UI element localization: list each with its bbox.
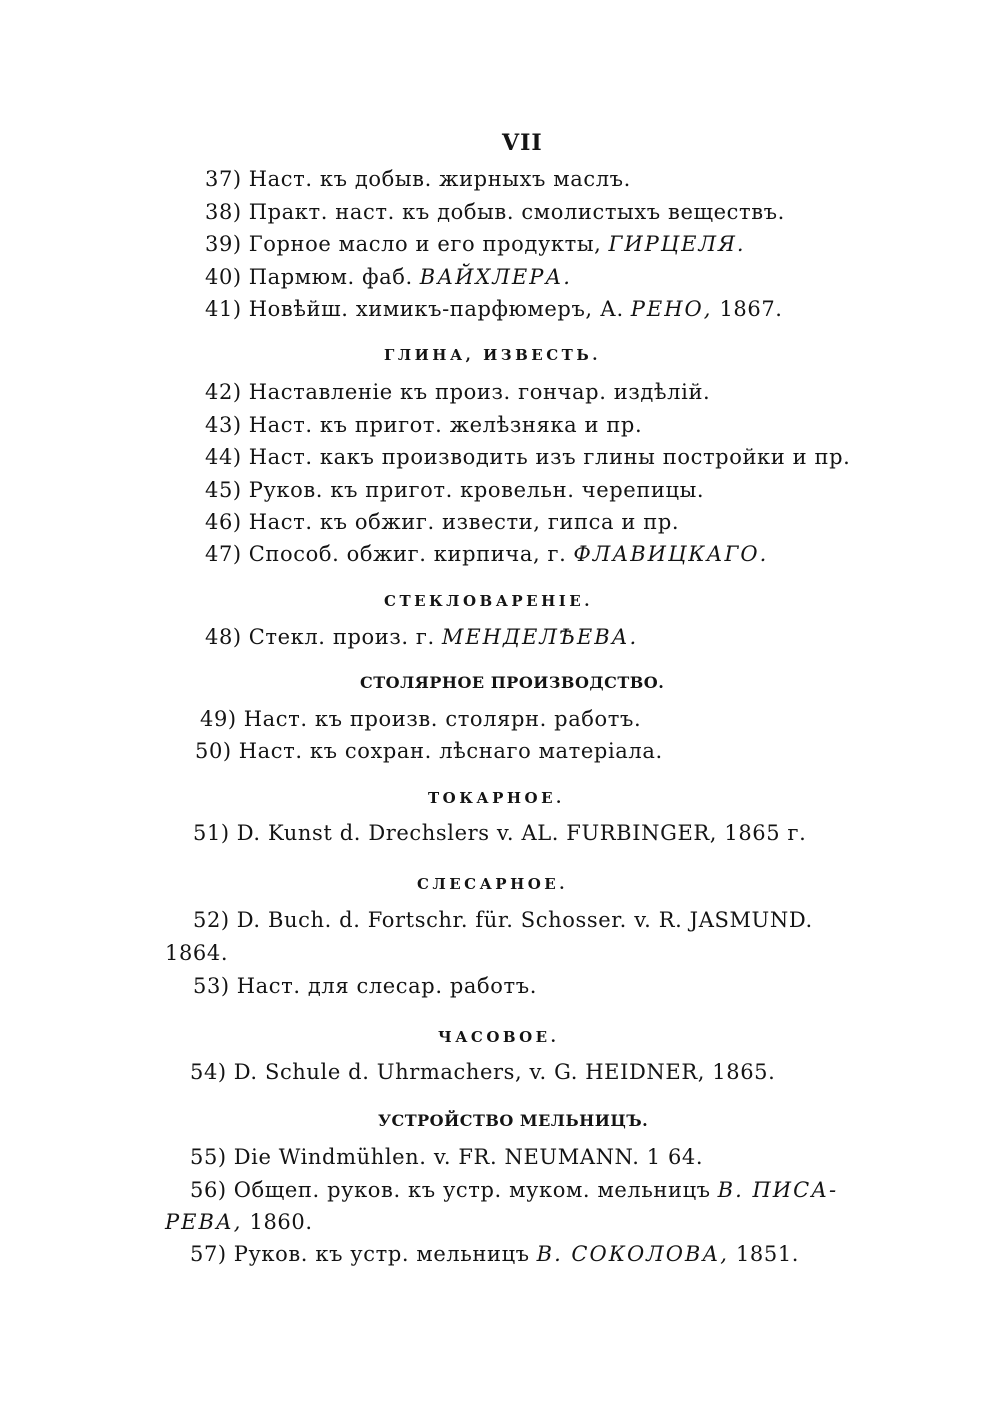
entry-50	[195, 738, 663, 764]
entry-44	[205, 444, 850, 470]
entry-number: 37)	[205, 167, 242, 191]
entry-number: 52)	[193, 908, 230, 932]
entry-text: Практ. наст. къ добыв. смолистыхъ веществъ.	[248, 200, 785, 224]
entry-52-continuation: 1864.	[165, 941, 229, 965]
entry-39	[205, 231, 746, 257]
entry-number: 48)	[205, 625, 242, 649]
entry-number: 43)	[205, 413, 242, 437]
entry-56	[190, 1177, 838, 1203]
entry-number: 42)	[205, 380, 242, 404]
entry-number: 51)	[193, 821, 230, 845]
entry-text: Наст. къ пригот. желѣзняка и пр.	[248, 413, 643, 437]
entry-author: ГИРЦЕЛЯ.	[608, 232, 746, 256]
entry-text: Руков. къ пригот. кровельн. черепицы.	[248, 478, 705, 502]
entry-number: 54)	[190, 1060, 227, 1084]
entry-year: 1867.	[719, 297, 783, 321]
entry-number: 41)	[205, 297, 242, 321]
entry-55	[190, 1144, 703, 1170]
entry-text: Новѣйш. химикъ-парфюмеръ, А.	[248, 297, 624, 321]
entry-number: 47)	[205, 542, 242, 566]
entry-number: 56)	[190, 1178, 227, 1202]
entry-47	[205, 541, 768, 567]
entry-text: Способ. обжиг. кирпича, г.	[248, 542, 567, 566]
entry-53	[193, 973, 537, 999]
entry-48	[205, 624, 638, 650]
entry-text: Общеп. руков. къ устр. муком. мельницъ	[233, 1178, 711, 1202]
entry-43	[205, 412, 642, 438]
entry-45	[205, 477, 704, 503]
entry-54	[190, 1059, 775, 1085]
entry-author: В. СОКОЛОВА,	[536, 1242, 729, 1266]
page-number: VII	[502, 130, 543, 156]
entry-text: D. Buch. d. Fortschr. für. Schosser. v. R. JASMUND.	[236, 908, 813, 932]
entry-author: ВАЙХЛЕРА.	[419, 265, 572, 289]
entry-text: Руков. къ устр. мельницъ	[233, 1242, 530, 1266]
entry-38	[205, 199, 785, 225]
entry-number: 39)	[205, 232, 242, 256]
entry-42	[205, 379, 710, 405]
entry-number: 55)	[190, 1145, 227, 1169]
entry-text: Наст. для слесар. работъ.	[236, 974, 537, 998]
entry-text: Пармюм. фаб.	[248, 265, 413, 289]
entry-56-continuation	[165, 1209, 313, 1235]
entry-52	[193, 907, 813, 933]
entry-number: 40)	[205, 265, 242, 289]
entry-number: 44)	[205, 445, 242, 469]
entry-37	[205, 166, 631, 192]
entry-57	[190, 1241, 799, 1267]
entry-number: 53)	[193, 974, 230, 998]
entry-year: 1851.	[735, 1242, 800, 1266]
entry-text: D. Kunst d. Drechslers v. AL. FURBINGER, 1865 г.	[236, 821, 807, 845]
entry-46	[205, 509, 679, 535]
entry-text: Die Windmühlen. v. FR. NEUMANN. 1 64.	[233, 1145, 704, 1169]
entry-text: Наставленіе къ произ. гончар. издѣлій.	[248, 380, 711, 404]
entry-51	[193, 820, 806, 846]
entry-40	[205, 264, 572, 290]
entry-number: 45)	[205, 478, 242, 502]
section-heading-mill: УСТРОЙСТВО МЕЛЬНИЦЪ.	[378, 1111, 649, 1130]
entry-number: 49)	[200, 707, 237, 731]
entry-text: Стекл. произ. г.	[248, 625, 435, 649]
entry-number: 57)	[190, 1242, 227, 1266]
entry-author-continuation: РЕВА,	[165, 1210, 243, 1234]
entry-text: Наст. какъ производить изъ глины постройки и пр.	[248, 445, 851, 469]
entry-text: D. Schule d. Uhrmachers, v. G. HEIDNER, 1865.	[233, 1060, 776, 1084]
entry-number: 50)	[195, 739, 232, 763]
section-heading-turning: ТОКАРНОЕ.	[428, 789, 565, 807]
entry-author: МЕНДЕЛѢЕВА.	[441, 625, 639, 649]
entry-author: РЕНО,	[630, 297, 713, 321]
section-heading-glass: СТЕКЛОВАРЕНІЕ.	[384, 592, 593, 610]
entry-text: Наст. къ обжиг. извести, гипса и пр.	[248, 510, 680, 534]
section-heading-watch: ЧАСОВОЕ.	[438, 1028, 560, 1046]
entry-number: 46)	[205, 510, 242, 534]
entry-text: Наст. къ добыв. жирныхъ маслъ.	[248, 167, 631, 191]
entry-author: В. ПИСА-	[717, 1178, 839, 1202]
section-heading-joinery: СТОЛЯРНОЕ ПРОИЗВОДСТВО.	[360, 673, 665, 692]
section-heading-locksmith: СЛЕСАРНОЕ.	[417, 875, 568, 893]
entry-number: 38)	[205, 200, 242, 224]
entry-author: ФЛАВИЦКАГО.	[573, 542, 769, 566]
entry-year: 1860.	[249, 1210, 313, 1234]
entry-text: Наст. къ сохран. лѣснаго матеріала.	[238, 739, 663, 763]
entry-41	[205, 296, 783, 322]
entry-text: Наст. къ произв. столярн. работъ.	[243, 707, 642, 731]
entry-49	[200, 706, 641, 732]
entry-text: Горное масло и его продукты,	[248, 232, 602, 256]
section-heading-clay: ГЛИНА, ИЗВЕСТЬ.	[384, 346, 601, 364]
